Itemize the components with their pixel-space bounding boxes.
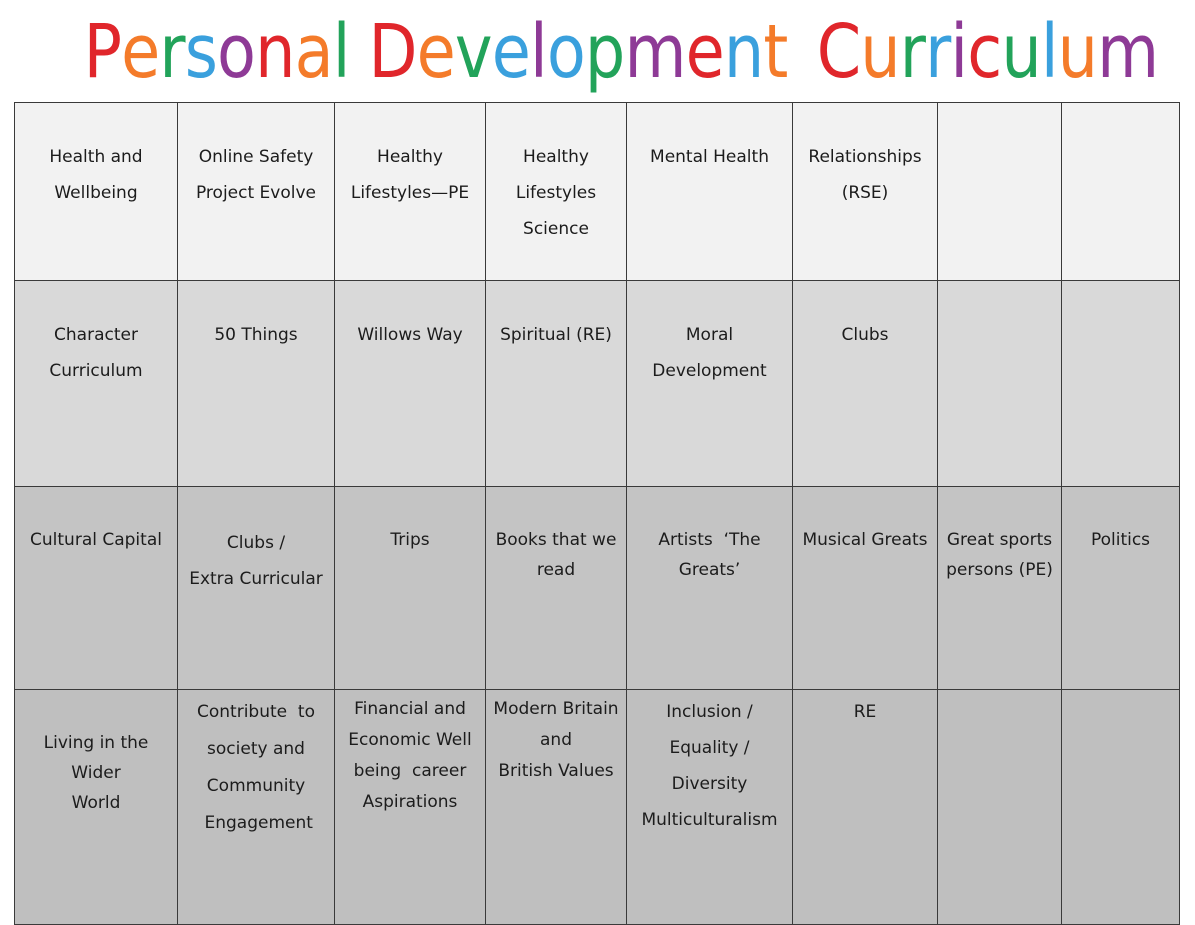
cell-line: Politics: [1090, 530, 1151, 550]
title-letter: o: [546, 9, 585, 95]
row-header-line: Wellbeing: [54, 183, 138, 203]
row-health-and-wellbeing: [15, 103, 1180, 281]
empty-cell: [938, 103, 1062, 281]
title-letter: n: [255, 9, 295, 95]
title-letter: l: [530, 9, 547, 95]
cell-line: Willows Way: [357, 325, 463, 345]
cell-line: Equality / Diversity: [669, 738, 750, 794]
title-letter: r: [899, 9, 926, 95]
cell-line: Clubs /: [226, 533, 286, 553]
row-header-cell: [15, 281, 178, 487]
table-cell: [627, 281, 793, 487]
table-cell: [486, 487, 627, 690]
cell-line: Great sports: [946, 530, 1053, 550]
cell-line: Spiritual (RE): [500, 325, 612, 345]
cell-line: Financial and: [354, 699, 466, 719]
cell-line: Extra Curricular: [189, 569, 323, 589]
title-letter: e: [121, 9, 160, 95]
cell-line: Development: [652, 361, 767, 381]
cell-line: Lifestyles: [515, 183, 597, 203]
cell-line: Trips: [390, 530, 430, 550]
table-cell: [335, 281, 486, 487]
cell-line: Economic Well: [348, 730, 472, 750]
empty-cell: [1062, 690, 1180, 925]
table-cell: [335, 487, 486, 690]
cell-line: Artists ‘The: [658, 530, 761, 550]
title-letter: p: [584, 9, 625, 95]
title-letter: v: [454, 9, 492, 95]
empty-cell: [938, 690, 1062, 925]
title-letter: a: [294, 9, 333, 95]
cell-line: Lifestyles—PE: [350, 183, 470, 203]
cell-line: (RSE): [841, 183, 889, 203]
table-cell: [335, 690, 486, 925]
title-letter: o: [217, 9, 256, 95]
cell-line: and: [540, 730, 572, 750]
cell-line: Community: [206, 776, 306, 796]
title-letter: i: [950, 9, 968, 95]
title-letter: e: [416, 9, 455, 95]
row-header-line: Cultural Capital: [30, 530, 162, 550]
table-cell: [793, 487, 938, 690]
row-header-cell: [15, 103, 178, 281]
title-letter: C: [816, 9, 861, 95]
curriculum-table: [14, 102, 1180, 925]
table-cell: [335, 103, 486, 281]
empty-cell: [938, 281, 1062, 487]
table-cell: [938, 487, 1062, 690]
table-cell: [627, 690, 793, 925]
empty-cell: [1062, 103, 1180, 281]
title-letter: m: [624, 9, 686, 95]
title-letter: n: [723, 9, 764, 95]
cell-line: Books that we: [495, 530, 617, 550]
title-letter: u: [1001, 9, 1041, 95]
cell-line: Engagement: [199, 813, 313, 833]
title-letter: c: [967, 9, 1002, 95]
cell-line: read: [536, 560, 576, 580]
row-cultural-capital: [15, 487, 1180, 690]
table-cell: [793, 281, 938, 487]
cell-line: Greats’: [678, 560, 741, 580]
table-cell: [627, 103, 793, 281]
cell-line: Inclusion /: [666, 702, 753, 722]
cell-line: Project Evolve: [195, 183, 316, 203]
table-cell: [793, 690, 938, 925]
table-cell: [486, 281, 627, 487]
row-character-curriculum: [15, 281, 1180, 487]
cell-line: Aspirations: [362, 792, 458, 812]
table-cell: [178, 690, 335, 925]
table-cell: [1062, 487, 1180, 690]
title-letter: l: [1040, 9, 1058, 95]
title-letter: P: [83, 9, 122, 95]
row-living-in-the-wider-world: [15, 690, 1180, 925]
cell-line: Healthy: [377, 147, 443, 167]
cell-line: Moral: [685, 325, 734, 345]
title-letter: l: [332, 9, 350, 95]
title-letter: m: [1097, 9, 1159, 95]
table-cell: [793, 103, 938, 281]
cell-line: Modern Britain: [493, 699, 619, 719]
cell-line: persons (PE): [946, 560, 1053, 580]
table-cell: [627, 487, 793, 690]
cell-line: Online Safety: [198, 147, 314, 167]
empty-cell: [1062, 281, 1180, 487]
cell-line: 50 Things: [214, 325, 298, 345]
cell-line: being career: [353, 761, 467, 781]
row-header-cell: [15, 690, 178, 925]
table-cell: [486, 690, 627, 925]
title-letter: e: [685, 9, 724, 95]
table-cell: [178, 103, 335, 281]
title-letter: r: [925, 9, 951, 95]
page-title: [83, 6, 1159, 98]
title-letter: D: [368, 9, 417, 95]
cell-line: Science: [523, 219, 589, 239]
cell-line: British Values: [498, 761, 614, 781]
table-cell: [486, 103, 627, 281]
cell-line: Contribute to: [197, 702, 315, 722]
table-cell: [178, 281, 335, 487]
cell-line: Mental Health: [650, 147, 769, 167]
cell-line: Relationships: [808, 147, 922, 167]
cell-line: Clubs: [841, 325, 889, 345]
row-header-line: Character: [54, 325, 138, 345]
row-header-line: World: [71, 793, 121, 813]
cell-line: Musical Greats: [802, 530, 928, 550]
cell-line: society and: [207, 739, 305, 759]
title-letter: s: [184, 9, 218, 95]
title-letter: u: [1057, 9, 1098, 95]
cell-line: Healthy: [523, 147, 589, 167]
title-letter: t: [763, 9, 788, 95]
table-cell: [178, 487, 335, 690]
row-header-line: Living in the Wider: [43, 733, 149, 783]
row-header-line: Health and: [49, 147, 143, 167]
title-letter: u: [860, 9, 900, 95]
cell-line: RE: [853, 702, 877, 722]
cell-line: Multiculturalism: [641, 810, 778, 830]
row-header-line: Curriculum: [49, 361, 143, 381]
title-letter: r: [159, 9, 185, 95]
row-header-cell: [15, 487, 178, 690]
title-letter: e: [491, 9, 531, 95]
